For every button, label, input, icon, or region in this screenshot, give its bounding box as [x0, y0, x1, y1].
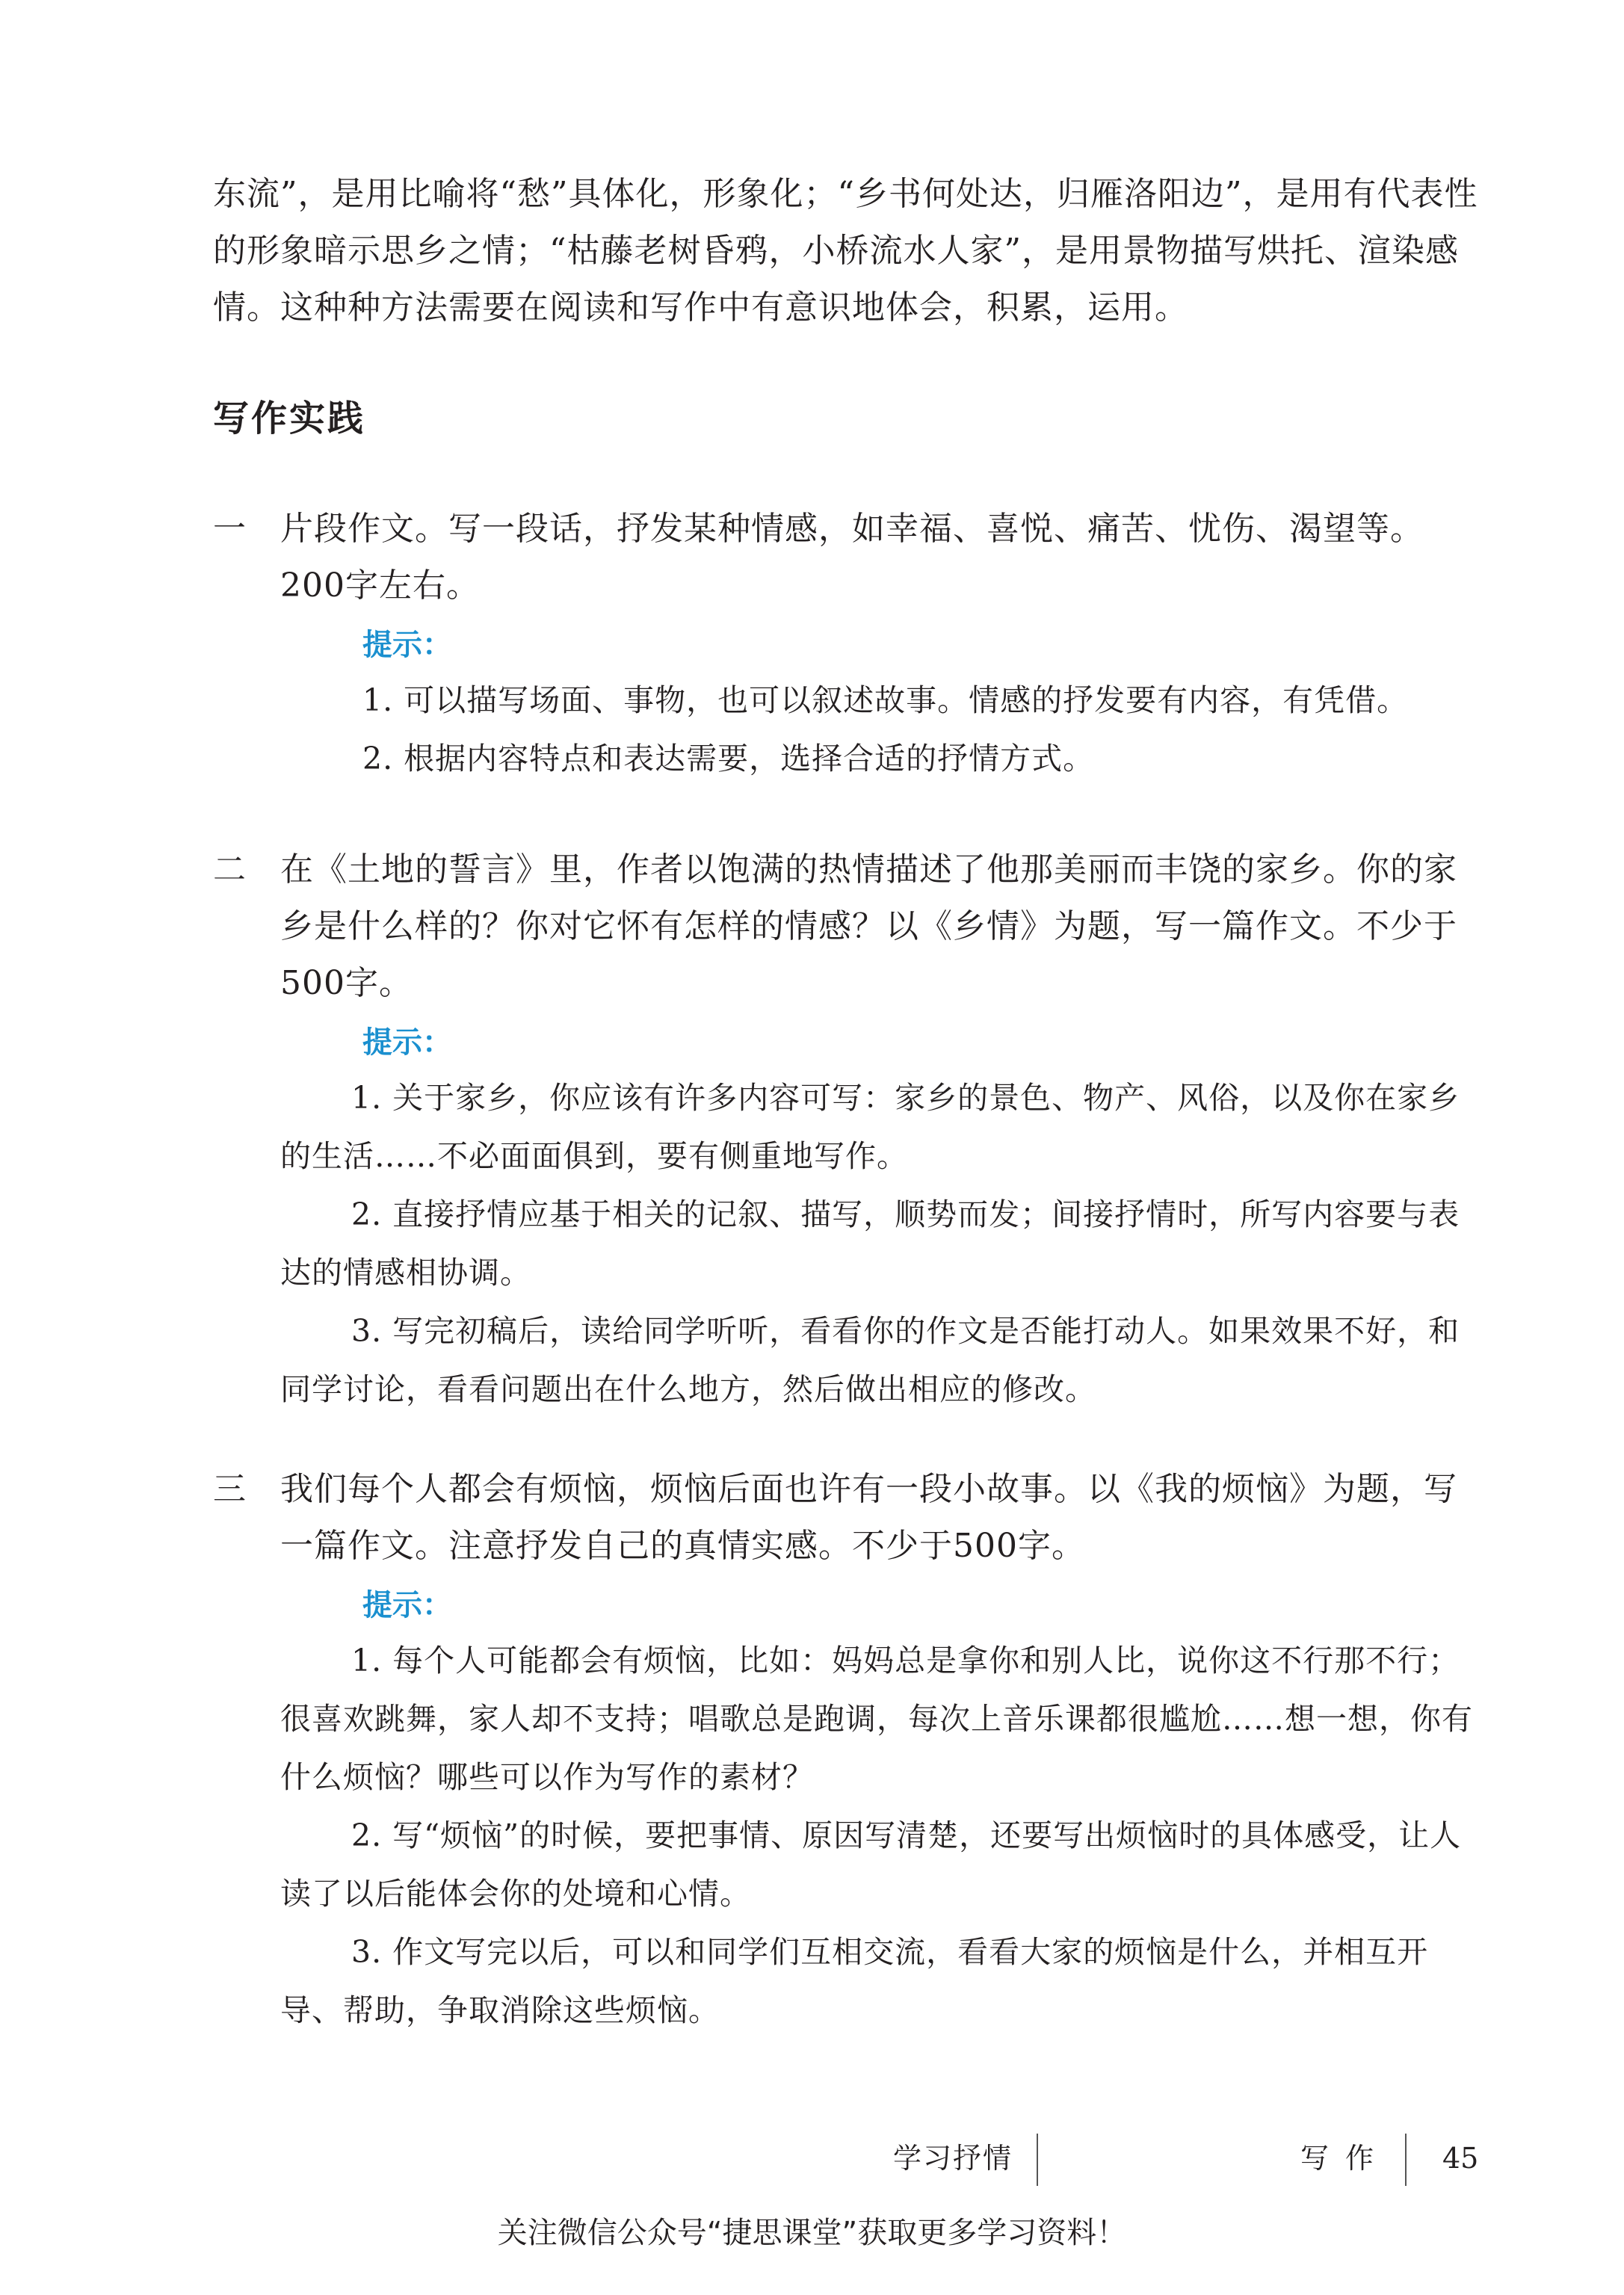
- footer-divider: [1037, 2134, 1038, 2186]
- footer-note: 关注微信公众号“捷思课堂”获取更多学习资料！: [497, 2216, 1127, 2250]
- hint-paragraph: 1. 每个人可能都会有烦恼，比如：妈妈总是拿你和别人比，说你这不行那不行；很喜欢跳舞，家人却不支持；唱歌总是跑调，每次上音乐课都很尴尬……想一想，你有什么烦恼？哪些可以作为写作的素材？: [280, 1643, 1473, 1795]
- hint-paragraph: 2. 直接抒情应基于相关的记叙、描写，顺势而发；间接抒情时，所写内容要与表达的情感相协调。: [280, 1196, 1460, 1291]
- exercise-item-2: [213, 841, 1483, 1418]
- exercise-prompt: 我们每个人都会有烦恼，烦恼后面也许有一段小故事。以《我的烦恼》为题，写一篇作文。注意抒发自己的真情实感。不少于500字。: [280, 1470, 1457, 1565]
- footer-chapter-title: 写作: [1300, 2142, 1391, 2175]
- page-number: 45: [1442, 2142, 1479, 2175]
- exercise-number: 一: [213, 510, 247, 548]
- exercise-prompt: 在《土地的誓言》里，作者以饱满的热情描述了他那美丽而丰饶的家乡。你的家乡是什么样的？你对它怀有怎样的情感？以《乡情》为题，写一篇作文。不少于500字。: [280, 850, 1457, 1002]
- exercise-item-1: [213, 501, 1483, 788]
- footer-divider: [1405, 2134, 1407, 2186]
- hint-line: 2. 根据内容特点和表达需要，选择合适的抒情方式。: [362, 741, 1095, 776]
- hint-paragraph: 3. 作文写完以后，可以和同学们互相交流，看看大家的烦恼是什么，并相互开导、帮助，争取消除这些烦恼。: [280, 1934, 1429, 2028]
- hint-label: 提示：: [362, 628, 452, 662]
- exercise-item-3: [213, 1461, 1483, 2039]
- exercise-number: 二: [213, 850, 247, 889]
- hint-label: 提示：: [362, 1588, 452, 1622]
- hint-paragraph: 3. 写完初稿后，读给同学听听，看看你的作文是否能打动人。如果效果不好，和同学讨论，看看问题出在什么地方，然后做出相应的修改。: [280, 1313, 1460, 1407]
- footer-section-title: 学习抒情: [893, 2142, 1013, 2175]
- exercise-prompt: 片段作文。写一段话，抒发某种情感，如幸福、喜悦、痛苦、忧伤、渴望等。200字左右。: [280, 510, 1424, 605]
- exercise-number: 三: [213, 1470, 247, 1508]
- hint-line: 1. 可以描写场面、事物，也可以叙述故事。情感的抒发要有内容，有凭借。: [362, 682, 1409, 718]
- hint-paragraph: 2. 写“烦恼”的时候，要把事情、原因写清楚，还要写出烦恼时的具体感受，让人读了以后能体会你的处境和心情。: [280, 1817, 1462, 1912]
- hint-label: 提示：: [362, 1025, 452, 1060]
- hint-paragraph: 1. 关于家乡，你应该有许多内容可写：家乡的景色、物产、风俗，以及你在家乡的生活……不必面面俱到，要有侧重地写作。: [280, 1080, 1460, 1174]
- intro-paragraph: 东流”，是用比喻将“愁”具体化，形象化；“乡书何处达，归雁洛阳边”，是用有代表性的形象暗示思乡之情；“枯藤老树昏鸦，小桥流水人家”，是用景物描写烘托、渲染感情。这种种方法需要在阅读和写作中有意识地体会，积累，运用。: [213, 175, 1478, 327]
- section-title: 写作实践: [213, 398, 366, 439]
